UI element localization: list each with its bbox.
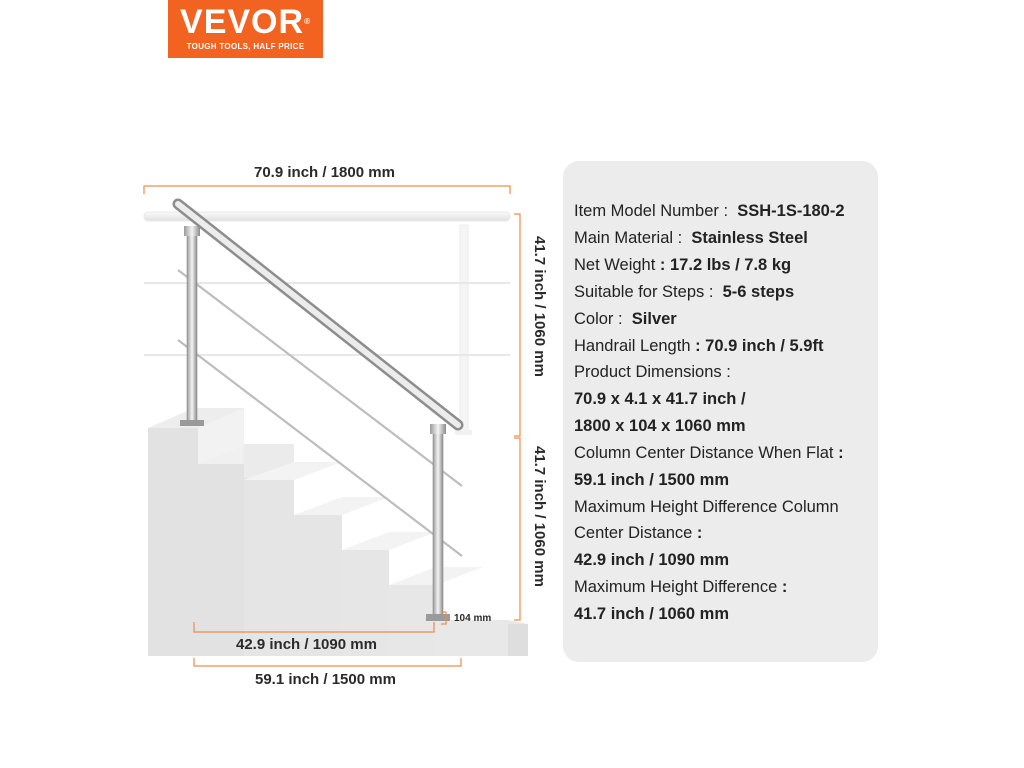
spec-center-distance-label: Center Distance : [574, 524, 703, 542]
spec-center-distance-value: 42.9 inch / 1090 mm [574, 551, 730, 569]
dimension-base: 104 mm [454, 613, 492, 624]
spec-dimensions-mm: 1800 x 104 x 1060 mm [574, 417, 746, 435]
spec-product-dimensions: Product Dimensions : [574, 363, 731, 381]
dimension-step-distance: 42.9 inch / 1090 mm [236, 636, 377, 653]
spec-material: Main Material : Stainless Steel [574, 229, 808, 247]
spec-dimensions-inch: 70.9 x 4.1 x 41.7 inch / [574, 390, 746, 408]
spec-panel [563, 161, 878, 662]
brand-name: VEVOR [180, 3, 305, 41]
brand-tagline: TOUGH TOOLS, HALF PRICE [186, 42, 305, 51]
post-upper [180, 226, 204, 426]
registered-mark: ® [304, 17, 311, 26]
handrail [178, 204, 458, 425]
spec-max-height-value: 41.7 inch / 1060 mm [574, 605, 730, 623]
spec-max-height-label: Maximum Height Difference : [574, 578, 788, 596]
dimension-lower-height: 41.7 inch / 1060 mm [531, 446, 548, 587]
spec-max-height-col-label: Maximum Height Difference Column [574, 498, 839, 516]
spec-weight: Net Weight : 17.2 lbs / 7.8 kg [574, 256, 792, 274]
spec-color: Color : Silver [574, 310, 677, 328]
spec-flat-distance-label: Column Center Distance When Flat : [574, 444, 844, 462]
spec-flat-distance-value: 59.1 inch / 1500 mm [574, 471, 730, 489]
dimension-bottom-width: 59.1 inch / 1500 mm [255, 671, 396, 688]
spec-steps: Suitable for Steps : 5-6 steps [574, 283, 795, 301]
dimension-top-width: 70.9 inch / 1800 mm [254, 164, 395, 181]
spec-handrail-length: Handrail Length : 70.9 inch / 5.9ft [574, 337, 824, 355]
spec-model: Item Model Number : SSH-1S-180-2 [574, 202, 845, 220]
dimension-upper-height: 41.7 inch / 1060 mm [531, 236, 548, 377]
